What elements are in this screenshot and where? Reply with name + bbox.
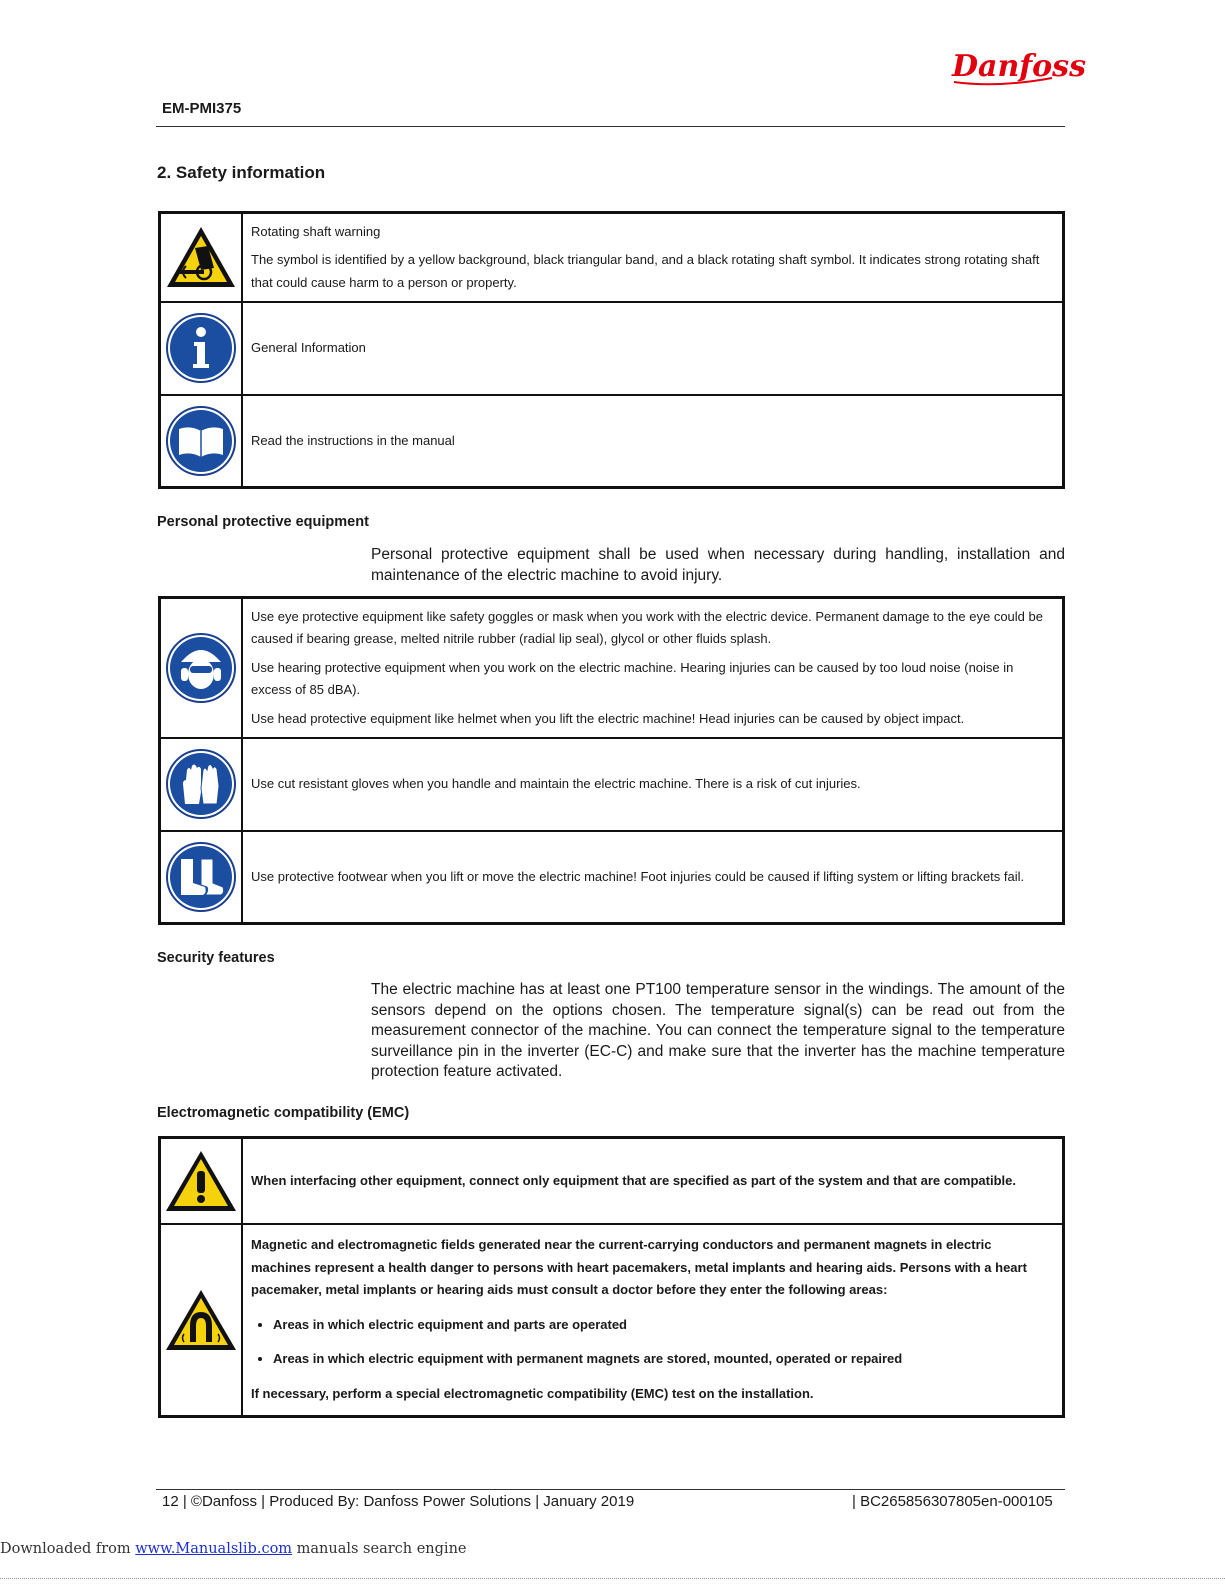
table-row <box>160 1138 1064 1224</box>
info-icon <box>160 302 243 395</box>
header-rule <box>156 126 1065 127</box>
manualslib-link[interactable]: www.Manualslib.com <box>135 1541 293 1557</box>
ppe-gloves-text: Use cut resistant gloves when you handle and maintain the electric machine. There is a risk of cut injuries. <box>251 775 861 791</box>
footer-left: 12 | ©Danfoss | Produced By: Danfoss Power Solutions | January 2019 <box>162 1493 635 1510</box>
emc-table <box>158 1136 1065 1418</box>
bottom-dotted-rule <box>0 1578 1225 1579</box>
safety-symbols-table <box>158 211 1065 489</box>
symbol-title: Rotating shaft warning <box>251 223 381 239</box>
list-item: • Areas in which electric equipment with permanent magnets are stored, mounted, operated or repaired <box>273 1348 1054 1371</box>
security-text: The electric machine has at least one PT100 temperature sensor in the windings. The amount of the sensors depend on the options chosen. The temperature signal(s) can be read out from the measurement connector of the machine. You can connect the temperature signal to the temperature surveillance pin in the inverter (EC-C) and make sure that the inverter has the machine temperature protection feature activated. <box>371 981 1065 1080</box>
rotating-shaft-warning-icon <box>160 213 243 302</box>
document-code: EM-PMI375 <box>162 100 242 117</box>
emc-test-text: If necessary, perform a special electromagnetic compatibility (EMC) test on the installation. <box>251 1385 814 1401</box>
ppe-footwear-text: Use protective footwear when you lift or move the electric machine! Foot injuries could be caused if lifting system or lifting brackets fail. <box>251 868 1025 884</box>
ppe-intro: Personal protective equipment shall be used when necessary during handling, installation and maintenance of the electric machine to avoid injury. <box>371 546 1065 584</box>
general-warning-icon <box>160 1138 243 1224</box>
danfoss-logo <box>948 42 1086 90</box>
list-item: • Areas in which electric equipment and parts are operated <box>273 1314 1054 1337</box>
emc-magnetic-text: Magnetic and electromagnetic fields generated near the current-carrying conductors and permanent magnets in electric machines represent a health danger to persons with heart pacemakers, metal implants and hearing aids. Persons with a heart pacemaker, metal implants or hearing aids must consult a doctor before they enter the following areas: <box>251 1237 1027 1298</box>
svg-text:Danfoss: Danfoss <box>952 49 1086 84</box>
head-protection-icon <box>160 598 243 738</box>
table-row <box>160 395 1064 488</box>
magnetic-field-warning-icon <box>160 1224 243 1417</box>
footer-right: | BC265856307805en-000105 <box>852 1493 1053 1510</box>
ppe-heading: Personal protective equipment <box>157 514 369 530</box>
table-row <box>160 1224 1064 1417</box>
ppe-eye-text: Use eye protective equipment like safety goggles or mask when you work with the electric device. Permanent damage to the eye could be caused if bearing grease, melted nitrile rubber (radial lip seal), glycol or other fluids splash. <box>251 608 1043 646</box>
table-row <box>160 738 1064 831</box>
footer-rule <box>156 1489 1065 1490</box>
safety-boots-icon <box>160 831 243 924</box>
security-heading: Security features <box>157 950 275 966</box>
symbol-title: General Information <box>251 339 366 355</box>
emc-bullet-list <box>251 1314 1054 1371</box>
emc-warning-text: When interfacing other equipment, connect only equipment that are specified as part of the system and that are compatible. <box>251 1172 1016 1188</box>
table-row <box>160 213 1064 302</box>
symbol-title: Read the instructions in the manual <box>251 432 455 448</box>
download-notice <box>0 1541 467 1557</box>
ppe-head-text: Use head protective equipment like helmet when you lift the electric machine! Head injuries can be caused by object impact. <box>251 710 965 726</box>
ppe-table <box>158 596 1065 925</box>
download-suffix: manuals search engine <box>292 1541 467 1557</box>
section-title: 2. Safety information <box>157 163 326 182</box>
ppe-hearing-text: Use hearing protective equipment when you work on the electric machine. Hearing injuries can be caused by too loud noise (noise in excess of 85 dBA). <box>251 659 1014 697</box>
gloves-icon <box>160 738 243 831</box>
emc-heading: Electromagnetic compatibility (EMC) <box>157 1105 410 1121</box>
table-row <box>160 831 1064 924</box>
symbol-description: The symbol is identified by a yellow background, black triangular band, and a black rotating shaft symbol. It indicates strong rotating shaft that could cause harm to a person or property. <box>251 252 1040 290</box>
table-row <box>160 302 1064 395</box>
download-prefix: Downloaded from <box>0 1541 136 1557</box>
manual-book-icon <box>160 395 243 488</box>
table-row <box>160 598 1064 738</box>
